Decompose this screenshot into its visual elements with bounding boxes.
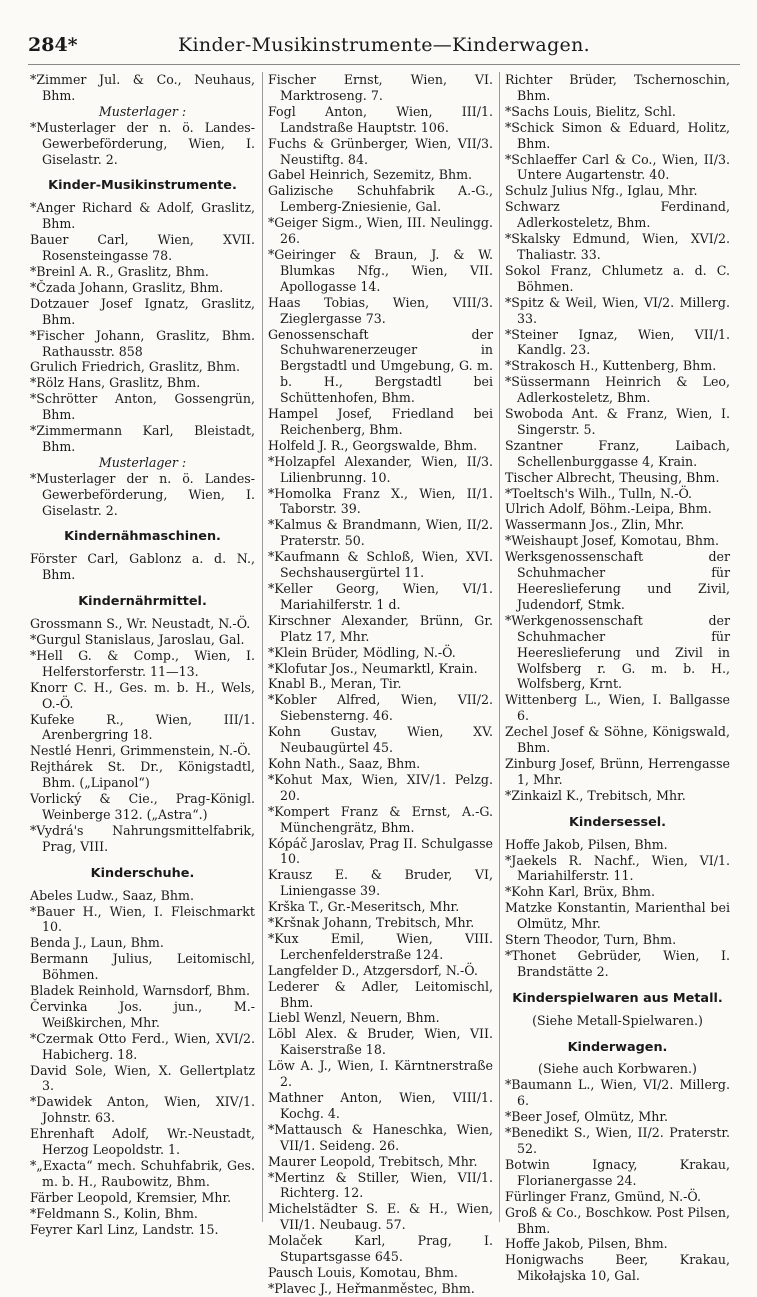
directory-entry: Szantner Franz, Laibach, Schellenburggasse 4, Krain. [505, 437, 730, 469]
directory-entry: Löw A. J., Wien, I. Kärntnerstraße 2. [268, 1058, 493, 1090]
directory-entry: Grossmann S., Wr. Neustadt, N.-Ö. [30, 616, 251, 632]
directory-entry: Fogl Anton, Wien, III/1. Landstraße Hauptstr. 106. [268, 103, 493, 135]
directory-entry: *Geiringer & Braun, J. & W. Blumkas Nfg., Wien, VII. Apollogasse 14. [268, 246, 493, 294]
directory-entry: Kohn Nath., Saaz, Bhm. [268, 755, 421, 771]
directory-entry: *Plavec J., Heřmanměstec, Bhm. [268, 1280, 475, 1296]
directory-entry: *Kux Emil, Wien, VIII. Lerchenfelderstraße 124. [268, 930, 493, 962]
directory-entry: *Musterlager der n. ö. Landes-Gewerbeförderung, Wien, I. Giselastr. 2. [30, 470, 255, 518]
directory-entry: Rejthárek St. Dr., Königstadtl, Bhm. („Lipanol“) [30, 759, 255, 791]
directory-entry: *Rölz Hans, Graslitz, Bhm. [30, 375, 201, 391]
directory-entry: Pausch Louis, Komotau, Bhm. [268, 1264, 458, 1280]
directory-entry: Krausz E. & Bruder, VI, Liniengasse 39. [268, 867, 493, 899]
directory-entry: *Kaufmann & Schloß, Wien, XVI. Sechshausergürtel 11. [268, 549, 493, 581]
directory-entry: Liebl Wenzl, Neuern, Bhm. [268, 1010, 440, 1026]
directory-entry: Hoffe Jakob, Pilsen, Bhm. [505, 836, 668, 852]
directory-entry: Knorr C. H., Ges. m. b. H., Wels, O.-Ö. [30, 679, 255, 711]
directory-entry: *Zinkaizl K., Trebitsch, Mhr. [505, 787, 686, 803]
directory-entry: *Kobler Alfred, Wien, VII/2. Siebensterng. 46. [268, 692, 493, 724]
directory-entry: Wassermann Jos., Zlin, Mhr. [505, 517, 685, 533]
directory-entry: Červinka Jos. jun., M.-Weißkirchen, Mhr. [30, 998, 255, 1030]
directory-entry: Feyrer Karl Linz, Landstr. 15. [30, 1221, 219, 1237]
directory-entry: Färber Leopold, Kremsier, Mhr. [30, 1189, 232, 1205]
page-header [28, 34, 740, 60]
directory-entry: Haas Tobias, Wien, VIII/3. Zieglergasse 73. [268, 294, 493, 326]
directory-entry: Werksgenossenschaft der Schuhmacher für Heereslieferung und Zivil, Judendorf, Stmk. [505, 549, 730, 612]
cross-reference-note: (Siehe Metall-Spielwaren.) [532, 1012, 703, 1028]
directory-entry: *Mertinz & Stiller, Wien, VII/1. Richterg. 12. [268, 1169, 493, 1201]
directory-entry: Matzke Konstantin, Marienthal bei Olmütz, Mhr. [505, 900, 730, 932]
directory-entry: *Holzapfel Alexander, Wien, II/3. Lilienbrunng. 10. [268, 453, 493, 485]
directory-entry: *„Exacta“ mech. Schuhfabrik, Ges. m. b. H., Raubowitz, Bhm. [30, 1158, 255, 1189]
section-heading: Kinderwagen. [567, 1039, 668, 1055]
directory-entry: *Schrötter Anton, Gossengrün, Bhm. [30, 391, 255, 423]
directory-entry: *Sachs Louis, Bielitz, Schl. [505, 103, 676, 119]
directory-entry: *Beer Josef, Olmütz, Mhr. [505, 1109, 668, 1125]
directory-entry: Nestlé Henri, Grimmenstein, N.-Ö. [30, 743, 251, 759]
directory-entry: *Fischer Johann, Graslitz, Bhm. Rathausstr. 858 [30, 327, 255, 359]
directory-entry: *Zimmer Jul. & Co., Neuhaus, Bhm. [30, 72, 255, 103]
directory-entry: Krška T., Gr.-Meseritsch, Mhr. [268, 899, 460, 915]
directory-entry: Kópáč Jaroslav, Prag II. Schulgasse 10. [268, 835, 493, 867]
directory-entry: *Čzada Johann, Graslitz, Bhm. [30, 279, 224, 295]
directory-entry: Fischer Ernst, Wien, VI. Marktroseng. 7. [268, 72, 493, 103]
directory-entry: Holfeld J. R., Georgswalde, Bhm. [268, 437, 478, 453]
directory-entry: Sokol Franz, Chlumetz a. d. C. Böhmen. [505, 262, 730, 294]
directory-entry: *Hell G. & Comp., Wien, I. Helferstorferstr. 11—13. [30, 647, 255, 679]
directory-entry: *Jaekels R. Nachf., Wien, VI/1. Mariahilferstr. 11. [505, 852, 730, 884]
directory-entry: Zinburg Josef, Brünn, Herrengasse 1, Mhr. [505, 755, 730, 787]
directory-entry: Wittenberg L., Wien, I. Ballgasse 6. [505, 692, 730, 724]
directory-entry: *Werkgenossenschaft der Schuhmacher für Heereslieferung und Zivil in Wolfsberg r. G. m. b. H., Wolfsberg, Krnt. [505, 612, 730, 692]
directory-entry: *Kohut Max, Wien, XIV/1. Pelzg. 20. [268, 771, 493, 803]
subheading: Musterlager : [98, 454, 187, 470]
directory-entry: *Geiger Sigm., Wien, III. Neulingg. 26. [268, 215, 493, 247]
directory-entry: Bladek Reinhold, Warnsdorf, Bhm. [30, 983, 250, 999]
section-heading: Kinderschuhe. [90, 865, 195, 881]
directory-entry: Lederer & Adler, Leitomischl, Bhm. [268, 978, 493, 1010]
directory-entry: Honigwachs Beer, Krakau, Mikołajska 10, Gal. [505, 1252, 730, 1284]
directory-entry: Tischer Albrecht, Theusing, Bhm. [505, 469, 720, 485]
directory-entry: *Breinl A. R., Graslitz, Bhm. [30, 263, 209, 279]
section-heading: Kindersessel. [568, 814, 667, 830]
directory-entry: Gabel Heinrich, Sezemitz, Bhm. [268, 167, 473, 183]
directory-entry: Kirschner Alexander, Brünn, Gr. Platz 17, Mhr. [268, 612, 493, 644]
directory-entry: Ehrenhaft Adolf, Wr.-Neustadt, Herzog Leopoldstr. 1. [30, 1126, 255, 1158]
directory-entry: Benda J., Laun, Bhm. [30, 935, 164, 951]
directory-entry: Hoffe Jakob, Pilsen, Bhm. [505, 1236, 668, 1252]
directory-entry: *Bauer H., Wien, I. Fleischmarkt 10. [30, 903, 255, 935]
directory-entry: Löbl Alex. & Bruder, Wien, VII. Kaiserstraße 18. [268, 1026, 493, 1058]
directory-entry: David Sole, Wien, X. Gellertplatz 3. [30, 1062, 255, 1094]
directory-entry: Groß & Co., Boschkow. Post Pilsen, Bhm. [505, 1204, 730, 1236]
column-divider [262, 72, 263, 1222]
section-heading: Kindernährmittel. [78, 594, 207, 610]
directory-entry: Fürlinger Franz, Gmünd, N.-Ö. [505, 1188, 701, 1204]
directory-entry: *Homolka Franz X., Wien, II/1. Taborstr. 39. [268, 485, 493, 517]
directory-entry: *Schick Simon & Eduard, Holitz, Bhm. [505, 119, 730, 151]
directory-entry: Abeles Ludw., Saaz, Bhm. [30, 887, 194, 903]
directory-entry: Knabl B., Meran, Tir. [268, 676, 402, 692]
directory-entry: Dotzauer Josef Ignatz, Graslitz, Bhm. [30, 295, 255, 327]
directory-entry: *Musterlager der n. ö. Landes-Gewerbeförderung, Wien, I. Giselastr. 2. [30, 119, 255, 167]
directory-entry: *Skalsky Edmund, Wien, XVI/2. Thaliastr. 33. [505, 231, 730, 262]
directory-entry: Swoboda Ant. & Franz, Wien, I. Singerstr. 5. [505, 406, 730, 437]
directory-entry: Schulz Julius Nfg., Iglau, Mhr. [505, 183, 698, 199]
directory-entry: *Feldmann S., Kolin, Bhm. [30, 1205, 198, 1221]
section-heading: Kindernähmaschinen. [64, 529, 221, 545]
directory-entry: Bauer Carl, Wien, XVII. Rosensteingasse 78. [30, 232, 255, 264]
column-1 [30, 72, 255, 1237]
page-number: 284* [28, 34, 78, 56]
directory-entry: *Klofutar Jos., Neumarktl, Krain. [268, 660, 478, 676]
directory-entry: *Toeltsch's Wilh., Tulln, N.-Ö. [505, 485, 693, 501]
directory-entry: Kohn Gustav, Wien, XV. Neubaugürtel 45. [268, 724, 493, 756]
directory-entry: Molaček Karl, Prag, I. Stupartsgasse 645. [268, 1233, 493, 1265]
directory-entry: Mathner Anton, Wien, VIII/1. Kochg. 4. [268, 1090, 493, 1121]
directory-entry: Langfelder D., Atzgersdorf, N.-Ö. [268, 962, 478, 978]
directory-entry: *Czermak Otto Ferd., Wien, XVI/2. Habicherg. 18. [30, 1030, 255, 1062]
directory-entry: Stern Theodor, Turn, Bhm. [505, 932, 677, 948]
directory-entry: *Keller Georg, Wien, VI/1. Mariahilferstr. 1 d. [268, 581, 493, 612]
directory-entry: *Dawidek Anton, Wien, XIV/1. Johnstr. 63. [30, 1094, 255, 1126]
directory-entry: *Süssermann Heinrich & Leo, Adlerkosteletz, Bhm. [505, 374, 730, 406]
directory-entry: *Kohn Karl, Brüx, Bhm. [505, 884, 655, 900]
directory-entry: *Kalmus & Brandmann, Wien, II/2. Praterstr. 50. [268, 517, 493, 549]
directory-entry: *Spitz & Weil, Wien, VI/2. Millerg. 33. [505, 294, 730, 326]
cross-reference-note: (Siehe auch Korbwaren.) [538, 1061, 697, 1077]
directory-entry: Maurer Leopold, Trebitsch, Mhr. [268, 1153, 478, 1169]
subheading: Musterlager : [98, 103, 187, 119]
section-heading: Kinder-Musikinstrumente. [48, 178, 237, 194]
running-title: Kinder-Musikinstrumente—Kinderwagen. [178, 34, 590, 56]
directory-entry: *Steiner Ignaz, Wien, VII/1. Kandlg. 23. [505, 326, 730, 358]
directory-entry: *Weishaupt Josef, Komotau, Bhm. [505, 533, 719, 549]
directory-entry: *Kršnak Johann, Trebitsch, Mhr. [268, 915, 475, 931]
directory-entry: Hampel Josef, Friedland bei Reichenberg, Bhm. [268, 406, 493, 437]
directory-entry: *Zimmermann Karl, Bleistadt, Bhm. [30, 423, 255, 454]
column-divider [499, 72, 500, 1222]
directory-entry: Fuchs & Grünberger, Wien, VII/3. Neustiftg. 84. [268, 135, 493, 167]
directory-entry: *Benedikt S., Wien, II/2. Praterstr. 52. [505, 1125, 730, 1156]
directory-entry: Förster Carl, Gablonz a. d. N., Bhm. [30, 551, 255, 583]
directory-entry: *Thonet Gebrüder, Wien, I. Brandstätte 2. [505, 947, 730, 979]
directory-entry: Richter Brüder, Tschernoschin, Bhm. [505, 72, 730, 103]
directory-entry: *Strakosch H., Kuttenberg, Bhm. [505, 358, 717, 374]
directory-entry: Genossenschaft der Schuhwarenerzeuger in Bergstadtl und Umgebung, G. m. b. H., Bergstadtl bei Schüttenhofen, Bhm. [268, 326, 493, 406]
directory-entry: *Schlaeffer Carl & Co., Wien, II/3. Untere Augartenstr. 40. [505, 151, 730, 183]
directory-entry: *Klein Brüder, Mödling, N.-Ö. [268, 644, 456, 660]
directory-entry: Galizische Schuhfabrik A.-G., Lemberg-Zniesienie, Gal. [268, 183, 493, 215]
directory-entry: Michelstädter S. E. & H., Wien, VII/1. Neubaug. 57. [268, 1201, 493, 1233]
directory-entry: Vorlický & Cie., Prag-Königl. Weinberge 312. („Astra“.) [30, 791, 255, 822]
column-2 [268, 72, 493, 1296]
directory-entry: Botwin Ignacy, Krakau, Florianergasse 24. [505, 1156, 730, 1188]
directory-entry: *Baumann L., Wien, VI/2. Millerg. 6. [505, 1077, 730, 1109]
directory-entry: *Mattausch & Haneschka, Wien, VII/1. Seideng. 26. [268, 1121, 493, 1153]
header-rule [28, 64, 740, 65]
directory-entry: *Gurgul Stanislaus, Jaroslau, Gal. [30, 632, 245, 647]
directory-entry: Zechel Josef & Söhne, Königswald, Bhm. [505, 724, 730, 756]
directory-entry: Schwarz Ferdinand, Adlerkosteletz, Bhm. [505, 199, 730, 231]
directory-entry: Bermann Julius, Leitomischl, Böhmen. [30, 951, 255, 983]
column-3 [505, 72, 730, 1284]
directory-entry: *Kompert Franz & Ernst, A.-G. Münchengrätz, Bhm. [268, 803, 493, 835]
directory-entry: Ulrich Adolf, Böhm.-Leipa, Bhm. [505, 501, 712, 517]
directory-entry: Kufeke R., Wien, III/1. Arenbergring 18. [30, 711, 255, 743]
directory-entry: *Anger Richard & Adolf, Graslitz, Bhm. [30, 200, 255, 232]
section-heading: Kinderspielwaren aus Metall. [512, 990, 723, 1006]
directory-entry: *Vydrá's Nahrungsmittelfabrik, Prag, VIII. [30, 822, 255, 854]
directory-entry: Grulich Friedrich, Graslitz, Bhm. [30, 359, 241, 375]
